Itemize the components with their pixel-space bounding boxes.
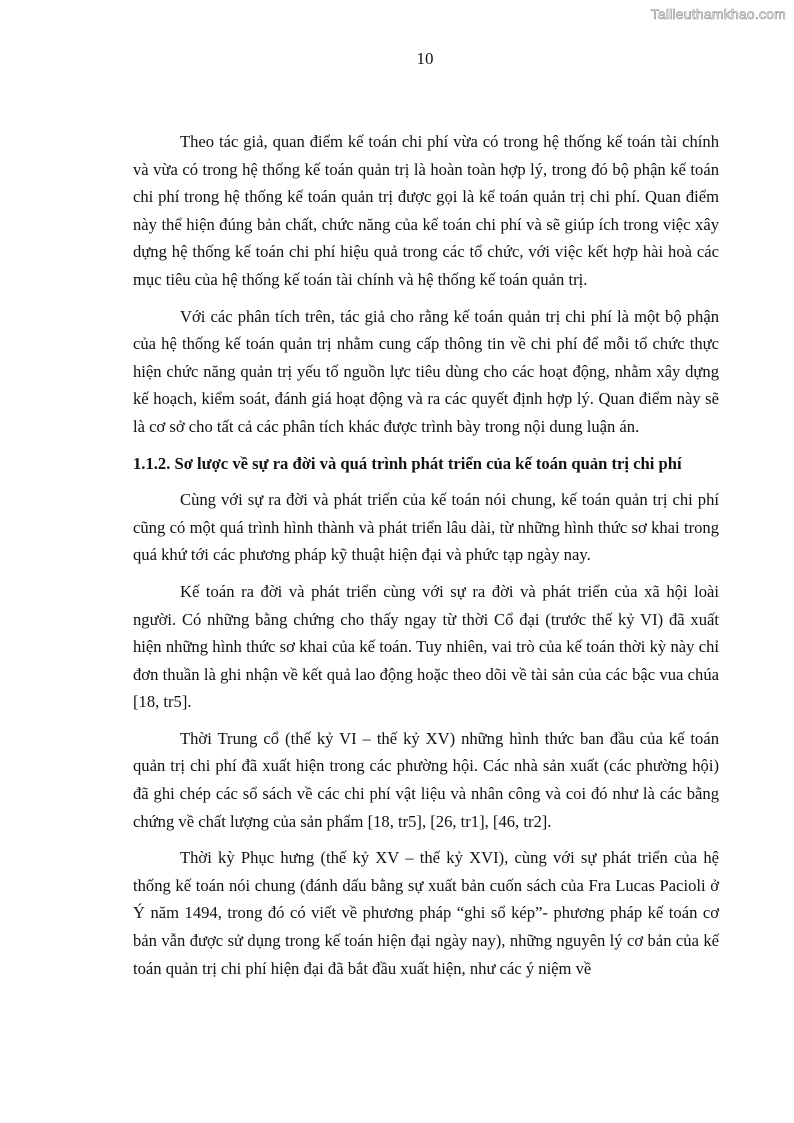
paragraph-1: Theo tác giả, quan điểm kế toán chi phí vừa có trong hệ thống kế toán tài chính và vừa có trong hệ thống kế toán quản trị là hoàn toàn hợp lý, trong đó bộ phận kế toán chi phí trong hệ thống kế toán quản trị được gọi là kế toán quản trị chi phí. Quan điểm này thể hiện đúng bản chất, chức năng của kế toán chi phí và sẽ giúp ích trong việc xây dựng hệ thống kế toán chi phí hiệu quả trong các tổ chức, với việc kết hợp hài hoà các mục tiêu của hệ thống kế toán tài chính và hệ thống kế toán quản trị. <box>133 132 719 289</box>
watermark: Tailieuthamkhao.com <box>650 6 786 22</box>
section-paragraph-3: Thời Trung cổ (thế kỷ VI – thế kỷ XV) những hình thức ban đầu của kế toán quản trị chi phí đã xuất hiện trong các phường hội. Các nhà sản xuất (các phường hội) đã ghi chép các sổ sách về các chi phí vật liệu và nhân công và coi đó như là các bằng chứng về chất lượng của sản phẩm [18, tr5], [26, tr1], [46, tr2]. <box>133 728 719 831</box>
section-paragraph-1: Cùng với sự ra đời và phát triển của kế toán nói chung, kế toán quản trị chi phí cũng có một quá trình hình thành và phát triển lâu dài, từ những hình thức sơ khai trong quá khứ tới các phương pháp kỹ thuật hiện đại và phức tạp ngày nay. <box>133 490 719 565</box>
section-paragraph-4: Thời kỳ Phục hưng (thế kỷ XV – thế kỷ XVI), cùng với sự phát triển của hệ thống kế toán nói chung (đánh dấu bằng sự xuất bản cuốn sách của Fra Lucas Pacioli ở Ý năm 1494, trong đó có viết về phương pháp “ghi sổ kép”- phương pháp kế toán cơ bản vẫn được sử dụng trong kế toán hiện đại ngày nay), những nguyên lý cơ bản của kế toán quản trị chi phí hiện đại đã bắt đầu xuất hiện, như các ý niệm về <box>133 848 719 978</box>
section-paragraph-2: Kế toán ra đời và phát triển cùng với sự ra đời và phát triển của xã hội loài người. Có những bằng chứng cho thấy ngay từ thời Cổ đại (trước thế kỷ VI) đã xuất hiện những hình thức sơ khai của kế toán. Tuy nhiên, vai trò của kế toán thời kỳ này chỉ đơn thuần là ghi nhận về kết quả lao động hoặc theo dõi về tài sản của các bậc vua chúa [18, tr5]. <box>133 581 719 712</box>
page-number: 10 <box>416 49 434 68</box>
paragraph-2: Với các phân tích trên, tác giả cho rằng kế toán quản trị chi phí là một bộ phận của hệ thống kế toán quản trị nhằm cung cấp thông tin về chi phí để mỗi tổ chức thực hiện chức năng quản trị yếu tố nguồn lực tiêu dùng cho các hoạt động, nhằm xây dựng kế hoạch, kiểm soát, đánh giá hoạt động và ra các quyết định hợp lý. Quan điểm này sẽ là cơ sở cho tất cả các phân tích khác được trình bày trong nội dung luận án. <box>133 306 719 436</box>
document-body <box>133 128 719 991</box>
section-heading: 1.1.2. Sơ lược về sự ra đời và quá trình phát triển của kế toán quản trị chi phí <box>133 453 682 473</box>
